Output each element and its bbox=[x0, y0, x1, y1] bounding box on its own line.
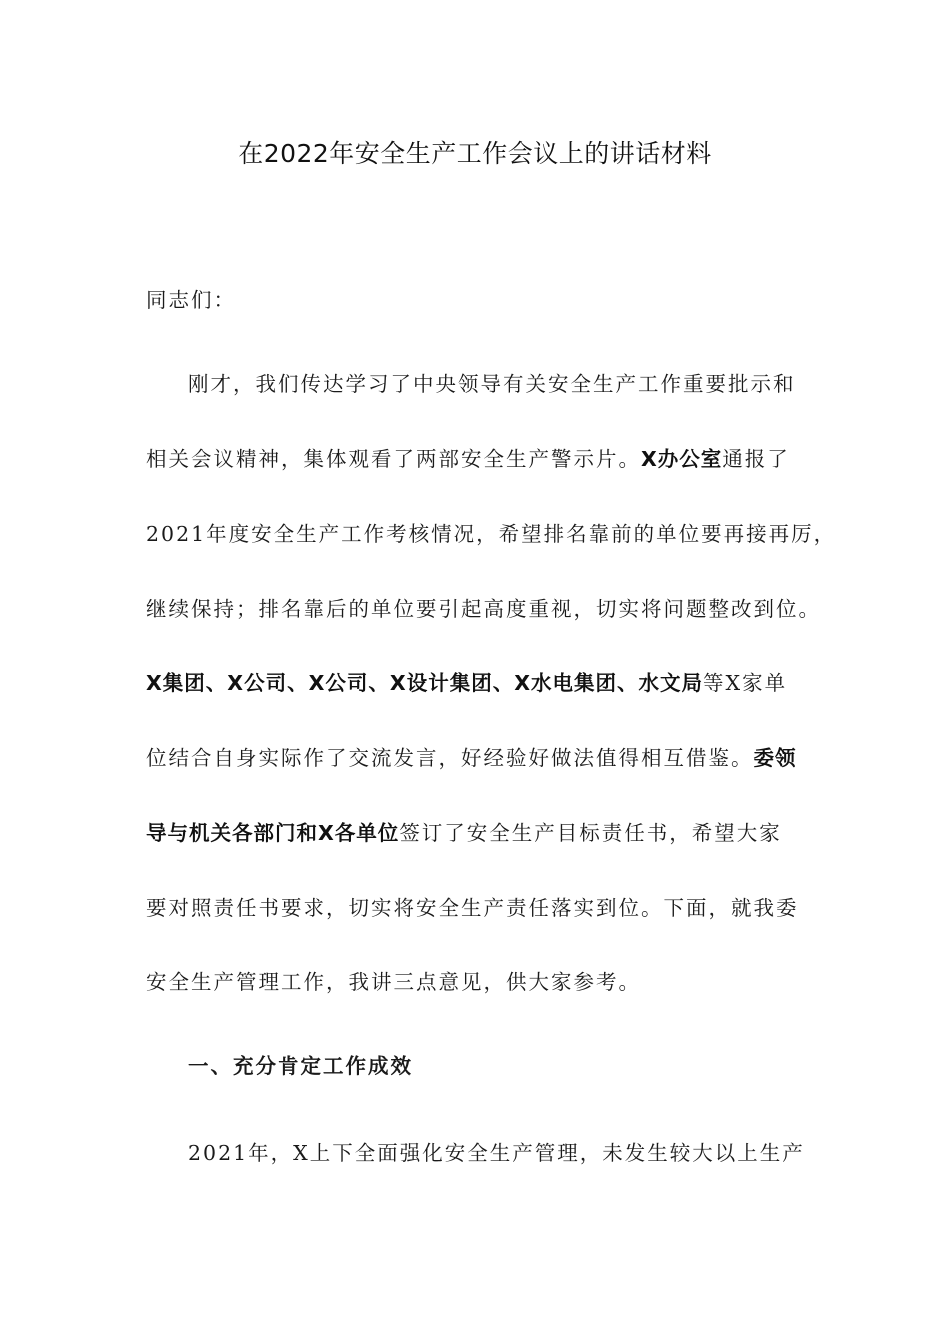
plain-text: 位结合自身实际作了交流发言，好经验好做法值得相互借鉴。 bbox=[146, 746, 754, 770]
paragraph-1-line-3: 2021年度安全生产工作考核情况，希望排名靠前的单位要再接再厉， bbox=[146, 522, 837, 546]
paragraph-1-line-2 bbox=[146, 443, 790, 475]
document-title: 在2022年安全生产工作会议上的讲话材料 bbox=[238, 139, 712, 168]
plain-text: 等X家单 bbox=[703, 671, 788, 695]
paragraph-1-line-4: 继续保持；排名靠后的单位要引起高度重视，切实将问题整改到位。 bbox=[146, 597, 821, 621]
bold-text: X集团、X公司、X公司、X设计集团、X水电集团、水文局 bbox=[146, 671, 704, 695]
bold-text: 委领 bbox=[753, 746, 797, 770]
paragraph-1-line-9: 安全生产管理工作，我讲三点意见，供大家参考。 bbox=[146, 970, 641, 994]
paragraph-1-line-1: 刚才，我们传达学习了中央领导有关安全生产工作重要批示和 bbox=[188, 372, 796, 396]
section-heading-1: 一、充分肯定工作成效 bbox=[188, 1054, 413, 1078]
plain-text: 签订了安全生产目标责任书，希望大家 bbox=[399, 821, 782, 845]
plain-text: 通报了 bbox=[722, 447, 790, 471]
salutation: 同志们： bbox=[146, 288, 236, 312]
bold-text: 导与机关各部门和X各单位 bbox=[146, 821, 400, 845]
plain-text: 相关会议精神，集体观看了两部安全生产警示片。 bbox=[146, 447, 641, 471]
paragraph-1-line-6 bbox=[146, 742, 797, 774]
paragraph-1-line-8: 要对照责任书要求，切实将安全生产责任落实到位。下面，就我委 bbox=[146, 896, 799, 920]
paragraph-1-line-5 bbox=[146, 667, 787, 699]
bold-text: X办公室 bbox=[641, 447, 723, 471]
paragraph-2-line-1: 2021年，X上下全面强化安全生产管理，未发生较大以上生产 bbox=[188, 1141, 805, 1165]
paragraph-1-line-7 bbox=[146, 817, 782, 849]
